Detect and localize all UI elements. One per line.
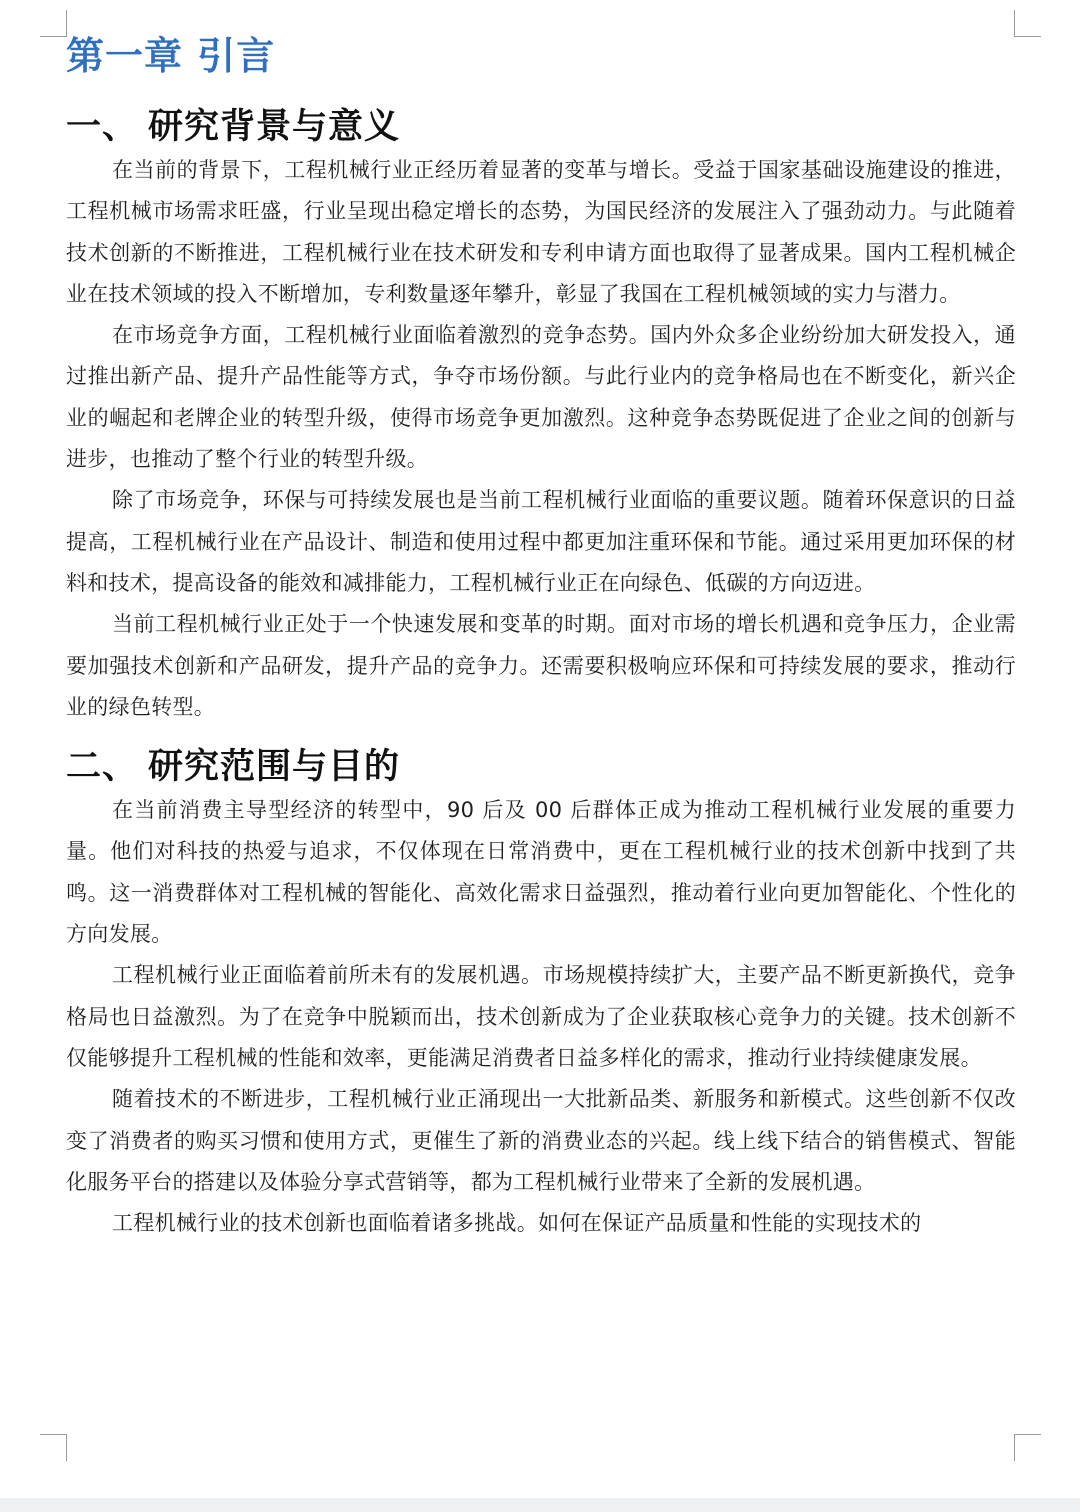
page-corner-mark-top-left [40,10,67,37]
chapter-title: 第一章 引言 [66,34,276,78]
section-number: 二、 [66,747,139,788]
page-corner-mark-top-right [1014,10,1041,37]
section-body-1 [66,150,1016,728]
section-title-text: 研究背景与意义 [148,107,401,147]
paragraph: 工程机械行业的技术创新也面临着诸多挑战。如何在保证产品质量和性能的实现技术的 [112,1211,922,1236]
section-body-2 [66,790,1016,1244]
page-corner-mark-bottom-left [40,1434,67,1461]
paragraph: 在市场竞争方面，工程机械行业面临着激烈的竞争态势。国内外众多企业纷纷加大研发投入，通过推出新产品、提升产品性能等方式，争夺市场份额。与此行业内的竞争格局也在不断变化，新兴企业的崛起和老牌企业的转型升级，使得市场竞争更加激烈。这种竞争态势既促进了企业之间的创新与进步，也推动了整个行业的转型升级。 [66,323,1016,472]
section-heading-1 [66,104,1016,150]
paragraph: 在当前消费主导型经济的转型中，90 后及 00 后群体正成为推动工程机械行业发展的重要力量。他们对科技的热爱与追求，不仅体现在日常消费中，更在工程机械行业的技术创新中找到了共鸣。这一消费群体对工程机械的智能化、高效化需求日益强烈，推动着行业向更加智能化、个性化的方向发展。 [66,798,1016,947]
paragraph: 在当前的背景下，工程机械行业正经历着显著的变革与增长。受益于国家基础设施建设的推进，工程机械市场需求旺盛，行业呈现出稳定增长的态势，为国民经济的发展注入了强劲动力。与此随着技术创新的不断推进，工程机械行业在技术研发和专利申请方面也取得了显著成果。国内工程机械企业在技术领域的投入不断增加，专利数量逐年攀升，彰显了我国在工程机械领域的实力与潜力。 [66,158,1016,306]
page-corner-mark-bottom-right [1014,1434,1041,1461]
section-heading-2 [66,744,1016,790]
section-number: 一、 [66,107,139,147]
section-title-text: 研究范围与目的 [148,747,401,788]
paragraph: 除了市场竞争，环保与可持续发展也是当前工程机械行业面临的重要议题。随着环保意识的日益提高，工程机械行业在产品设计、制造和使用过程中都更加注重环保和节能。通过采用更加环保的材料和技术，提高设备的能效和减排能力，工程机械行业正在向绿色、低碳的方向迈进。 [66,488,1016,595]
paragraph: 工程机械行业正面临着前所未有的发展机遇。市场规模持续扩大，主要产品不断更新换代，竞争格局也日益激烈。为了在竞争中脱颖而出，技术创新成为了企业获取核心竞争力的关键。技术创新不仅能够提升工程机械的性能和效率，更能满足消费者日益多样化的需求，推动行业持续健康发展。 [66,963,1016,1070]
viewer-bottom-strip [0,1498,1080,1512]
paragraph: 当前工程机械行业正处于一个快速发展和变革的时期。面对市场的增长机遇和竞争压力，企业需要加强技术创新和产品研发，提升产品的竞争力。还需要积极响应环保和可持续发展的要求，推动行业的绿色转型。 [66,612,1016,719]
document-body [66,30,1016,1244]
paragraph: 随着技术的不断进步，工程机械行业正涌现出一大批新品类、新服务和新模式。这些创新不仅改变了消费者的购买习惯和使用方式，更催生了新的消费业态的兴起。线上线下结合的销售模式、智能化服务平台的搭建以及体验分享式营销等，都为工程机械行业带来了全新的发展机遇。 [66,1087,1016,1194]
